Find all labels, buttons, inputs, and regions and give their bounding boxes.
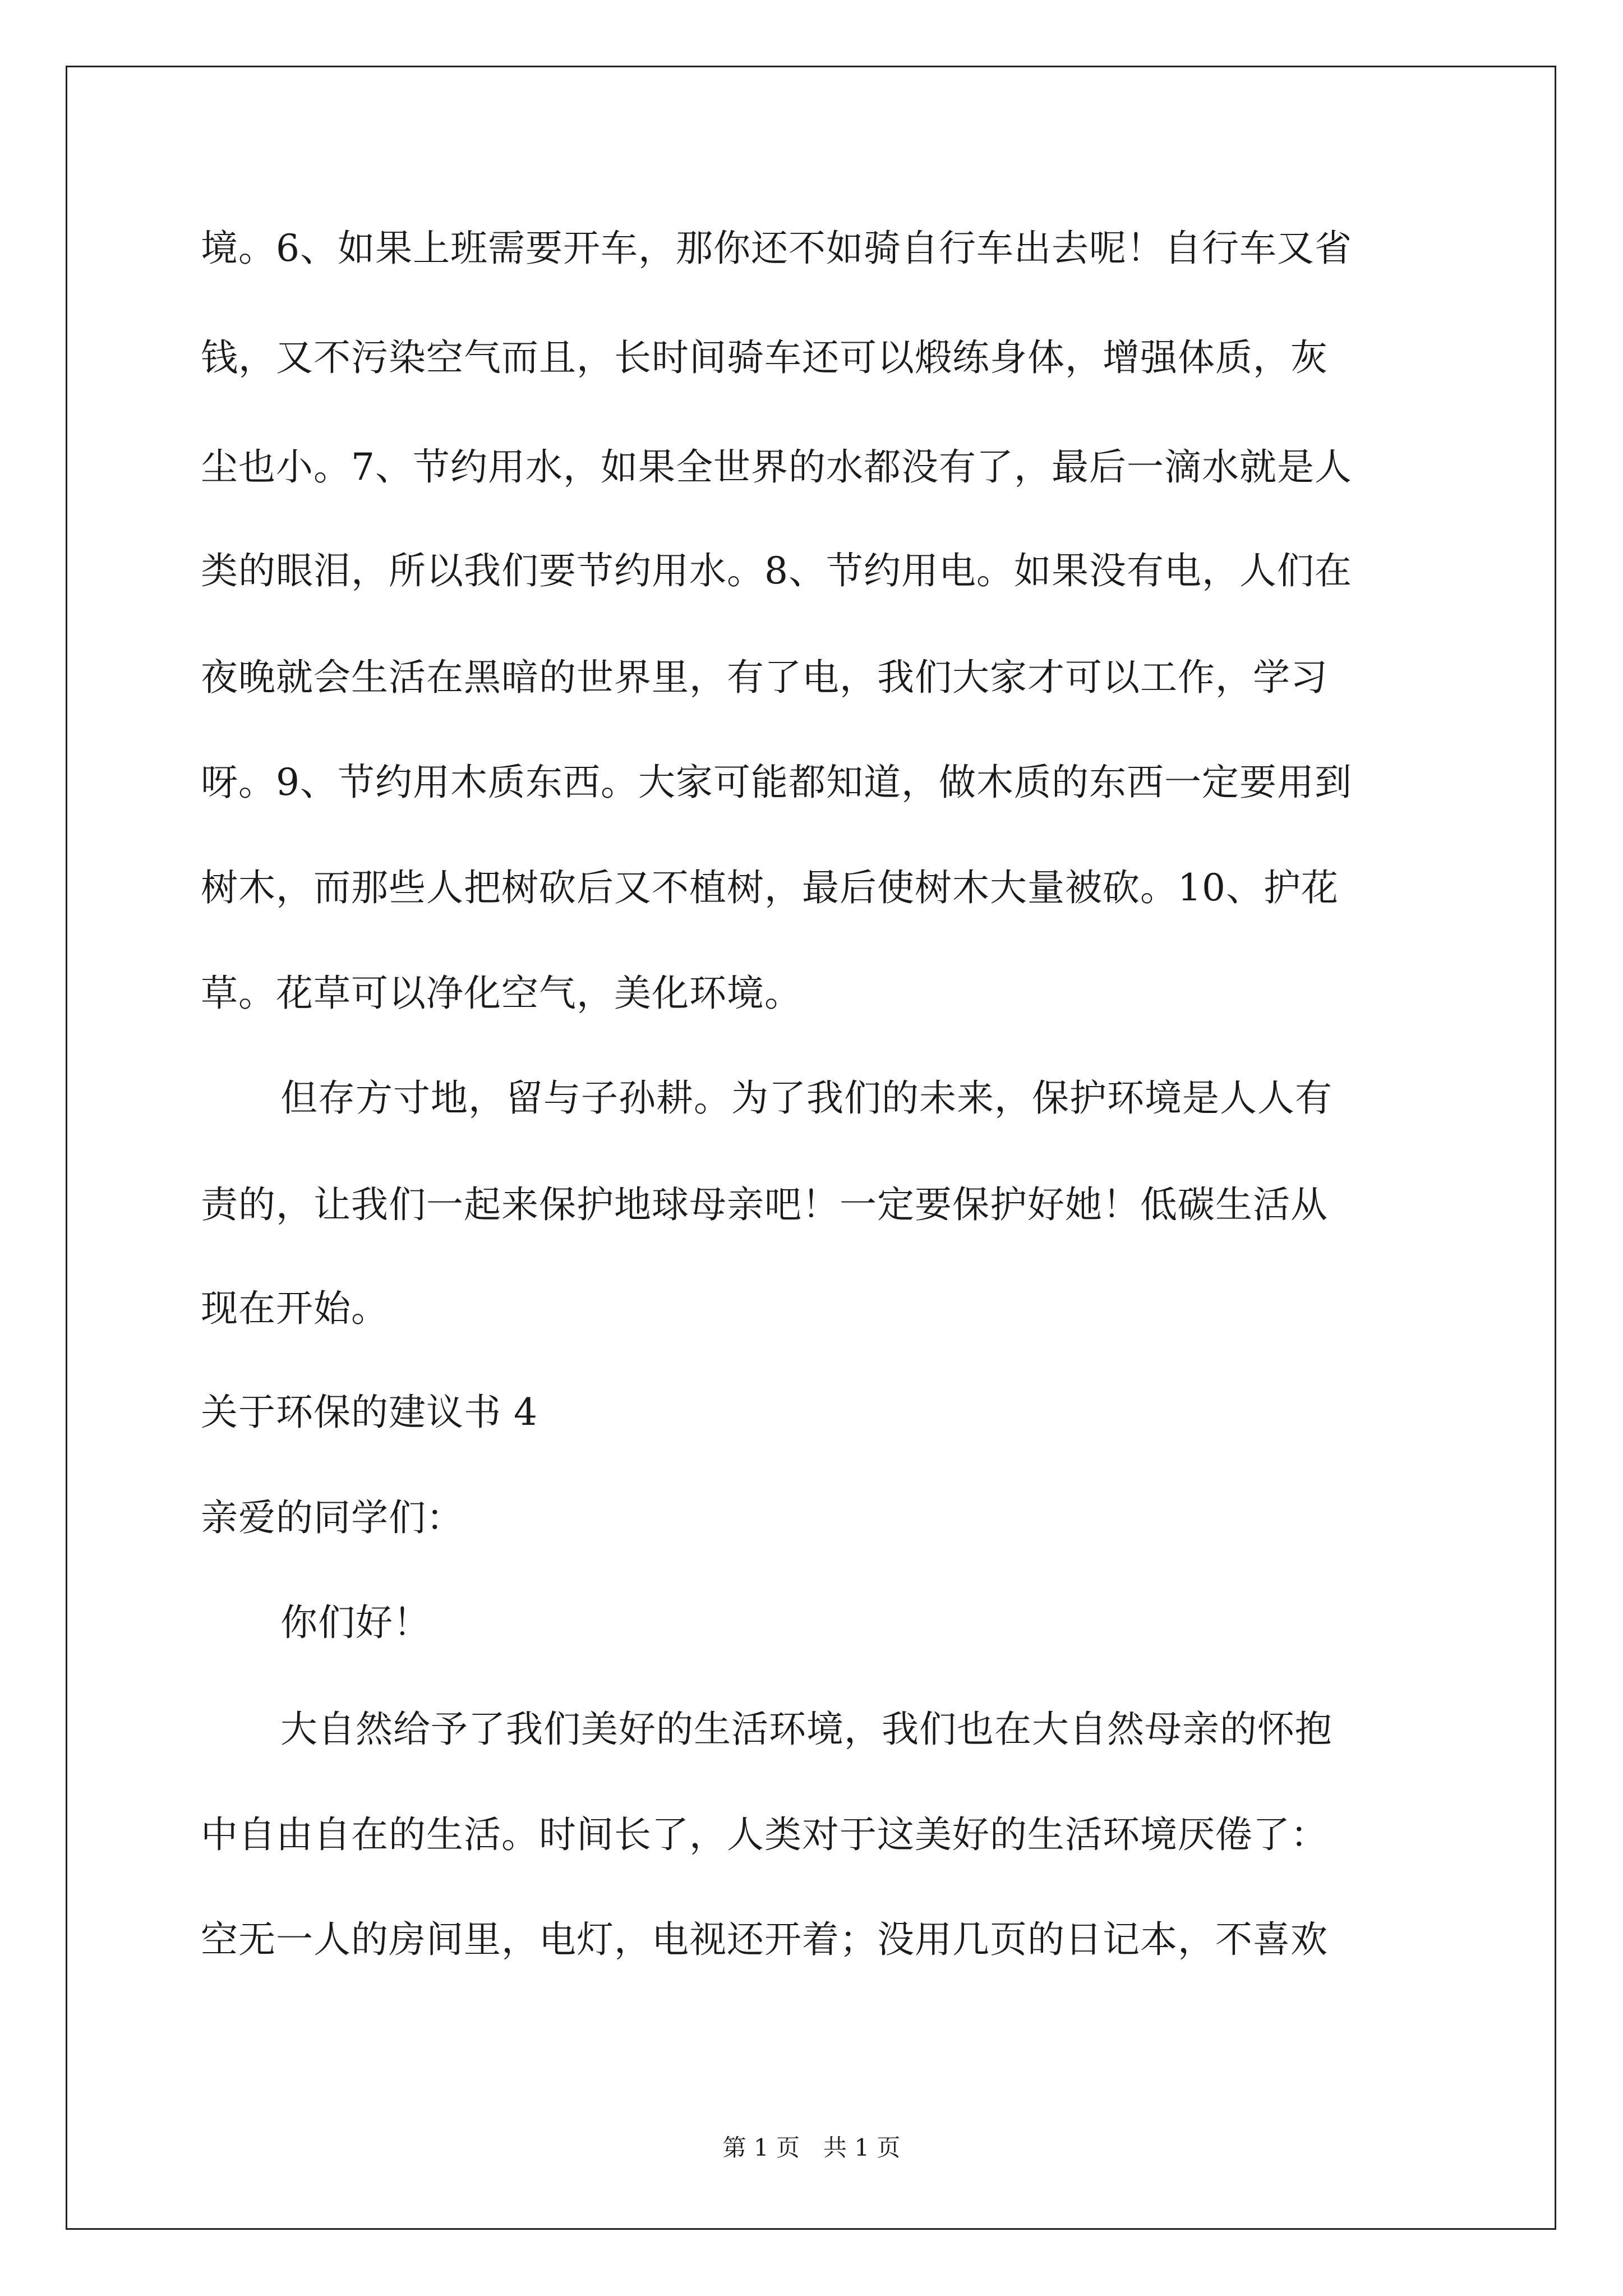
body-line: 呀。9、节约用木质东西。大家可能都知道，做木质的东西一定要用到 bbox=[201, 761, 1352, 804]
body-line: 责的，让我们一起来保护地球母亲吧！一定要保护好她！低碳生活从 bbox=[201, 1183, 1328, 1226]
body-line: 类的眼泪，所以我们要节约用水。8、节约用电。如果没有电，人们在 bbox=[201, 549, 1352, 592]
page-border bbox=[66, 66, 1556, 2230]
body-line: 夜晚就会生活在黑暗的世界里，有了电，我们大家才可以工作，学习 bbox=[201, 656, 1328, 699]
paragraph-start-line: 大自然给予了我们美好的生活环境，我们也在大自然母亲的怀抱 bbox=[280, 1708, 1332, 1751]
body-line: 尘也小。7、节约用水，如果全世界的水都没有了，最后一滴水就是人 bbox=[201, 445, 1352, 489]
page-footer: 第 1 页 共 1 页 bbox=[722, 2134, 901, 2161]
paragraph-start-line: 但存方寸地，留与子孙耕。为了我们的未来，保护环境是人人有 bbox=[280, 1076, 1332, 1120]
section-heading: 关于环保的建议书 4 bbox=[201, 1391, 538, 1434]
body-line: 境。6、如果上班需要开车，那你还不如骑自行车出去呢！自行车又省 bbox=[201, 227, 1352, 270]
body-line: 现在开始。 bbox=[201, 1287, 389, 1330]
body-line: 中自由自在的生活。时间长了，人类对于这美好的生活环境厌倦了： bbox=[201, 1813, 1328, 1856]
body-line: 草。花草可以净化空气，美化环境。 bbox=[201, 972, 802, 1015]
body-line: 钱，又不污染空气而且，长时间骑车还可以煅练身体，增强体质，灰 bbox=[201, 336, 1328, 379]
salutation: 亲爱的同学们： bbox=[201, 1496, 464, 1539]
body-line: 空无一人的房间里，电灯，电视还开着；没用几页的日记本，不喜欢 bbox=[201, 1918, 1328, 1961]
body-line: 树木，而那些人把树砍后又不植树，最后使树木大量被砍。10、护花 bbox=[201, 866, 1339, 909]
greeting: 你们好！ bbox=[280, 1601, 431, 1644]
